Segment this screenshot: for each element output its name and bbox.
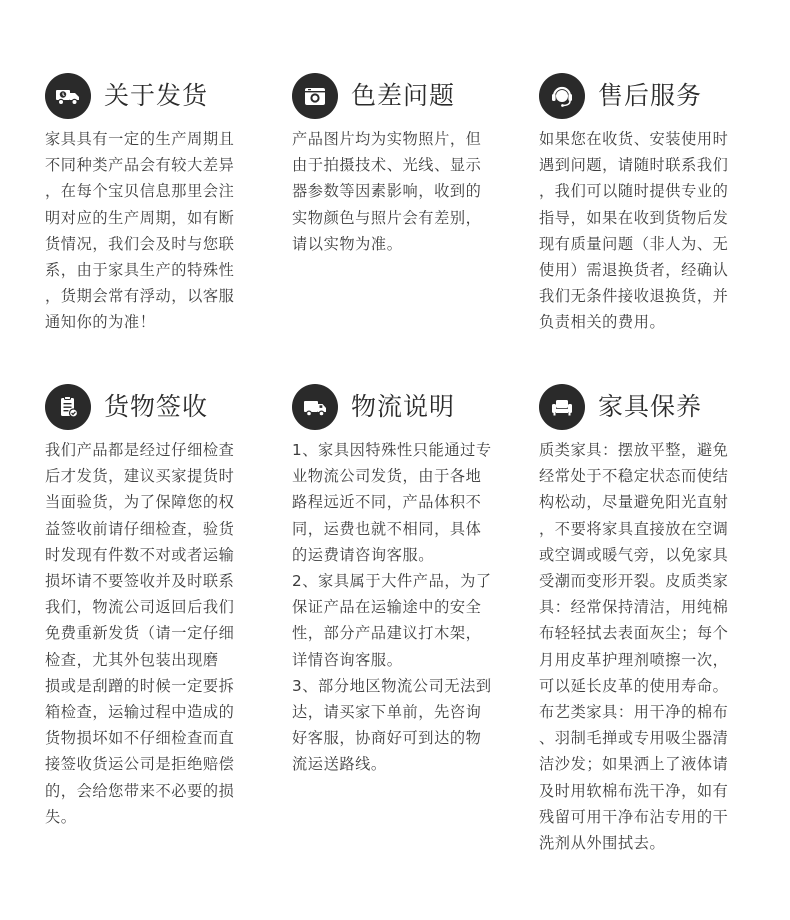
text-line: 接签收货运公司是拒绝赔偿	[45, 755, 235, 774]
text-line: 使用）需退换货者，经确认	[539, 261, 729, 280]
text-line: 不同种类产品会有较大差异	[45, 156, 235, 175]
section-header	[292, 72, 522, 120]
section-body	[292, 437, 522, 778]
text-line: 的，会给您带来不必要的损	[45, 781, 235, 800]
section-body	[45, 437, 275, 830]
section-shipping	[45, 72, 275, 336]
text-line: 箱检查，运输过程中造成的	[45, 703, 235, 722]
text-line: 同，运费也就不相同，具体	[292, 519, 482, 538]
section-title: 物流说明	[351, 392, 456, 421]
text-line: 可以延长皮革的使用寿命。	[539, 676, 729, 695]
text-line: 损坏请不要签收并及时联系	[45, 572, 235, 591]
text-line: 明对应的生产周期，如有断	[45, 208, 235, 227]
text-line: 好客服，协商好可到达的物	[292, 729, 482, 748]
section-title: 售后服务	[598, 81, 703, 110]
section-body	[45, 126, 275, 336]
text-line: 检查，尤其外包装出现磨	[45, 650, 219, 669]
text-line: 我们无条件接收退换货，并	[539, 287, 729, 306]
text-line: 负责相关的费用。	[539, 313, 666, 332]
camera-icon	[292, 73, 338, 119]
section-header	[45, 72, 275, 120]
text-line: 实物颜色与照片会有差别，	[292, 208, 482, 227]
text-line: 由于拍摄技术、光线、显示	[292, 156, 482, 175]
text-line: 货情况，我们会及时与您联	[45, 234, 235, 253]
section-furniture-care	[539, 383, 769, 856]
text-line: 保证产品在运输途中的安全	[292, 598, 482, 617]
text-line: 3、部分地区物流公司无法到	[292, 676, 492, 695]
text-line: 性，部分产品建议打木架，	[292, 624, 482, 643]
text-line: 洁沙发；如果洒上了液体请	[539, 755, 729, 774]
text-line: ，我们可以随时提供专业的	[539, 182, 729, 201]
text-line: 受潮而变形开裂。皮质类家	[539, 572, 729, 591]
text-line: 如果您在收货、安装使用时	[539, 130, 729, 148]
section-color-difference	[292, 72, 522, 257]
headset-service-icon	[539, 73, 585, 119]
section-title: 色差问题	[351, 81, 456, 110]
text-line: 损或是刮蹭的时候一定要拆	[45, 676, 235, 695]
text-line: 家具具有一定的生产周期且	[45, 130, 235, 148]
text-line: 系，由于家具生产的特殊性	[45, 261, 235, 280]
text-line: 构松动，尽量避免阳光直射	[539, 493, 729, 512]
text-line: 时发现有件数不对或者运输	[45, 545, 235, 564]
text-line: 质类家具：摆放平整，避免	[539, 441, 729, 459]
text-line: 月用皮革护理剂喷擦一次，	[539, 650, 729, 669]
text-line: 产品图片均为实物照片，但	[292, 130, 482, 148]
sofa-icon	[539, 384, 585, 430]
text-line: 路程远近不同，产品体积不	[292, 493, 482, 512]
text-line: 通知你的为准！	[45, 313, 156, 332]
text-line: 布艺类家具：用干净的棉布	[539, 703, 729, 722]
clipboard-check-icon	[45, 384, 91, 430]
section-title: 货物签收	[104, 392, 209, 421]
text-line: 免费重新发货（请一定仔细	[45, 624, 235, 643]
text-line: 业物流公司发货，由于各地	[292, 467, 482, 486]
text-line: ，不要将家具直接放在空调	[539, 519, 729, 538]
text-line: 或空调或暖气旁，以免家具	[539, 545, 729, 564]
text-line: 请以实物为准。	[292, 234, 403, 253]
text-line: 流运送路线。	[292, 755, 387, 774]
text-line: 器参数等因素影响，收到的	[292, 182, 482, 201]
text-line: 残留可用干净布沾专用的干	[539, 807, 729, 826]
logistics-truck-icon	[292, 384, 338, 430]
text-line: ，货期会常有浮动，以客服	[45, 287, 235, 306]
text-line: 失。	[45, 807, 77, 826]
text-line: 我们，物流公司返回后我们	[45, 598, 235, 617]
section-title: 关于发货	[104, 81, 209, 110]
text-line: 遇到问题，请随时联系我们	[539, 156, 729, 175]
section-header	[539, 383, 769, 431]
text-line: 益签收前请仔细检查，验货	[45, 519, 235, 538]
text-line: 后才发货，建议买家提货时	[45, 467, 235, 486]
text-line: ，在每个宝贝信息那里会注	[45, 182, 235, 201]
section-after-sales	[539, 72, 769, 336]
text-line: 我们产品都是经过仔细检查	[45, 441, 235, 459]
text-line: 经常处于不稳定状态而使结	[539, 467, 729, 486]
text-line: 2、家具属于大件产品，为了	[292, 572, 492, 591]
text-line: 洗剂从外围拭去。	[539, 834, 666, 853]
section-title: 家具保养	[598, 392, 703, 421]
section-body	[539, 437, 769, 856]
text-line: 详情咨询客服。	[292, 650, 403, 669]
section-header	[292, 383, 522, 431]
text-line: 、羽制毛掸或专用吸尘器清	[539, 729, 729, 748]
text-line: 达，请买家下单前，先咨询	[292, 703, 482, 722]
section-receipt	[45, 383, 275, 830]
section-header	[45, 383, 275, 431]
text-line: 货物损坏如不仔细检查而直	[45, 729, 235, 748]
text-line: 具：经常保持清洁，用纯棉	[539, 598, 729, 617]
text-line: 现有质量问题（非人为、无	[539, 234, 729, 253]
text-line: 及时用软棉布洗干净，如有	[539, 781, 729, 800]
text-line: 当面验货，为了保障您的权	[45, 493, 235, 512]
text-line: 布轻轻拭去表面灰尘；每个	[539, 624, 729, 643]
delivery-truck-icon	[45, 73, 91, 119]
section-body	[292, 126, 522, 257]
section-logistics	[292, 383, 522, 778]
section-header	[539, 72, 769, 120]
text-line: 指导，如果在收到货物后发	[539, 208, 729, 227]
text-line: 的运费请咨询客服。	[292, 545, 435, 564]
section-body	[539, 126, 769, 336]
text-line: 1、家具因特殊性只能通过专	[292, 441, 492, 459]
